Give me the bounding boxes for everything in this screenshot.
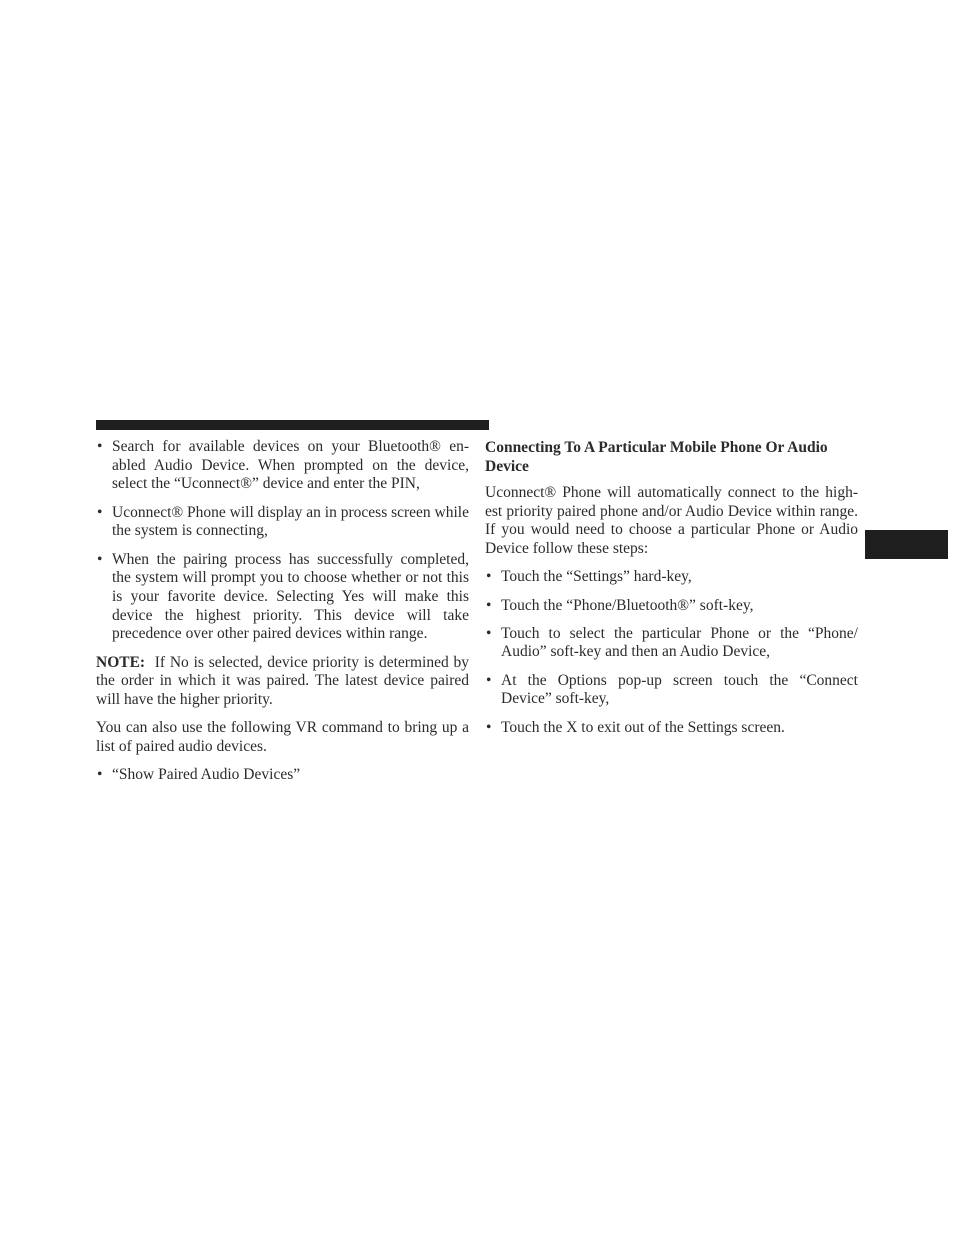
list-item: • Touch the “Settings” hard-key, [486, 568, 692, 586]
list-item: • Touch the “Phone/Bluetooth®” soft-key, [486, 596, 754, 614]
note-text: If No is selected, device priority is determined by the order in which it was paired. The latest device paired will have the higher priority. [96, 653, 470, 708]
list-item: • “Show Paired Audio Devices” [97, 766, 301, 784]
pairing-steps-list [96, 438, 469, 644]
right-column [485, 438, 858, 747]
note-paragraph [96, 654, 469, 710]
list-item: • Touch to select the particular Phone or the “Phone/ Audio” soft-key and then an Audio Device, [486, 624, 858, 661]
list-item: • When the pairing process has successfully completed, the system will prompt you to choose whether or not this is your favorite device. Selecting Yes will make this device the highest priority. This device will take precedence over other paired devices within range. [97, 550, 469, 643]
bullet-icon: • [97, 503, 103, 521]
section-tab-marker [865, 530, 948, 559]
vr-command-paragraph: You can also use the following VR command to bring up a list of paired audio devices. [96, 719, 469, 755]
top-rule [96, 420, 489, 430]
left-column [96, 438, 469, 794]
bullet-icon: • [97, 550, 103, 568]
bullet-icon: • [486, 718, 492, 736]
list-item: • Search for available devices on your Bluetooth® en-abled Audio Device. When prompted on the device, select the “Uconnect®” device and enter the PIN, [97, 438, 469, 493]
note-label: NOTE: [96, 653, 146, 671]
list-item: • At the Options pop-up screen touch the “Connect Device” soft-key, [486, 671, 858, 708]
intro-paragraph: Uconnect® Phone will automatically connect to the high-est priority paired phone and/or Audio Device within range. If you would need to choose a particular Phone or Audio Device follow these steps: [485, 484, 858, 558]
list-item: • Uconnect® Phone will display an in process screen while the system is connecting, [97, 503, 469, 540]
bullet-icon: • [486, 671, 492, 689]
section-heading: Connecting To A Particular Mobile Phone Or Audio Device [485, 439, 828, 475]
list-item: • Touch the X to exit out of the Settings screen. [486, 718, 785, 736]
bullet-icon: • [97, 766, 103, 784]
bullet-icon: • [486, 596, 492, 614]
bullet-icon: • [486, 624, 492, 642]
vr-command-list [96, 766, 469, 785]
connect-steps-list [485, 568, 858, 737]
bullet-icon: • [486, 568, 492, 586]
bullet-icon: • [97, 438, 103, 455]
